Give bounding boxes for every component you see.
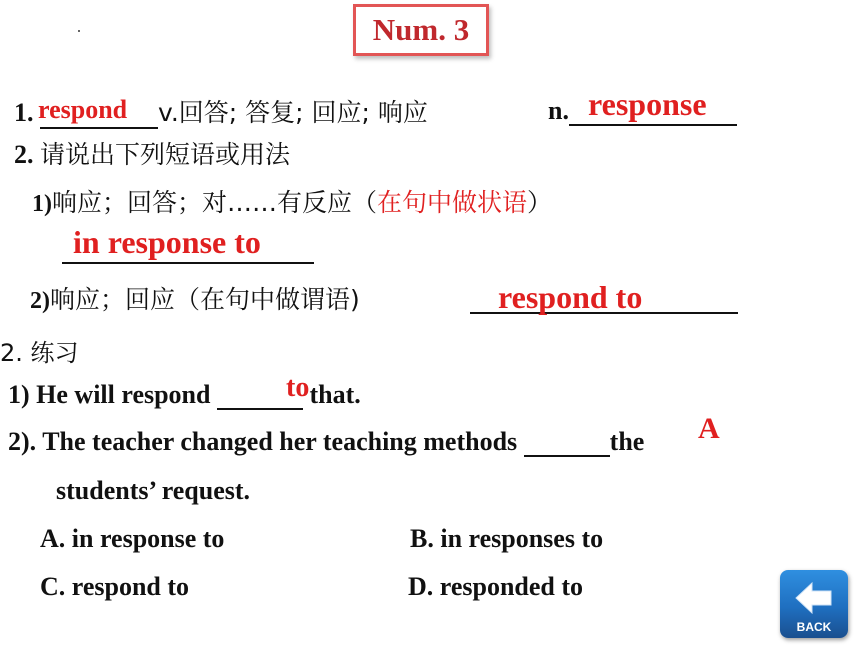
item1-line bbox=[14, 93, 428, 129]
item2-line bbox=[14, 135, 290, 171]
item1-verb-answer: respond bbox=[38, 95, 128, 124]
sub2-answer: respond to bbox=[498, 279, 643, 315]
item2-instruction: 请说出下列短语或用法 bbox=[40, 140, 291, 169]
q2-blank bbox=[524, 429, 610, 457]
q2-line bbox=[8, 427, 644, 457]
item1-noun-answer: response bbox=[588, 86, 707, 122]
back-arrow-icon bbox=[794, 580, 834, 616]
q2-line2: students’ request. bbox=[56, 476, 251, 505]
item1-verb-blank bbox=[40, 97, 158, 129]
back-button-label: BACK bbox=[796, 620, 832, 634]
sub1-blank bbox=[62, 262, 314, 264]
option-c: C. respond to bbox=[40, 572, 190, 601]
sub2-line bbox=[30, 280, 360, 316]
item1-noun-label: n. bbox=[548, 96, 569, 125]
q1-answer: to bbox=[286, 372, 310, 403]
sub1-close: ） bbox=[527, 188, 553, 217]
practice-heading bbox=[0, 333, 79, 368]
sub1-red-note: 在句中做状语 bbox=[377, 188, 528, 217]
item1-verb-meaning: v.回答; 答复; 回应; 响应 bbox=[158, 98, 428, 127]
item2-number: 2. bbox=[14, 140, 34, 169]
sub1-text: 响应；回答；对……有反应（ bbox=[52, 188, 378, 217]
practice-heading-text: 2. 练习 bbox=[0, 339, 79, 367]
sub1-line bbox=[32, 183, 552, 219]
option-b: B. in responses to bbox=[410, 524, 604, 553]
q2-before: 2). The teacher changed her teaching methods bbox=[8, 427, 524, 456]
sub1-answer: in response to bbox=[73, 224, 261, 260]
item1-number: 1. bbox=[14, 98, 34, 127]
title-box bbox=[353, 4, 489, 56]
option-d: D. responded to bbox=[408, 572, 584, 601]
q2-answer: A bbox=[698, 412, 720, 445]
sub1-number: 1) bbox=[32, 191, 52, 217]
q1-after: that. bbox=[302, 380, 361, 409]
sub2-text: 响应；回应（在句中做谓语) bbox=[50, 285, 360, 314]
page-title: Num. 3 bbox=[372, 12, 470, 47]
decorative-dot bbox=[78, 30, 80, 32]
sub2-number: 2) bbox=[30, 288, 50, 314]
back-button[interactable] bbox=[780, 570, 848, 638]
q1-before: 1) He will respond bbox=[8, 380, 217, 409]
q2-after: the bbox=[609, 427, 645, 456]
option-a: A. in response to bbox=[40, 524, 225, 553]
